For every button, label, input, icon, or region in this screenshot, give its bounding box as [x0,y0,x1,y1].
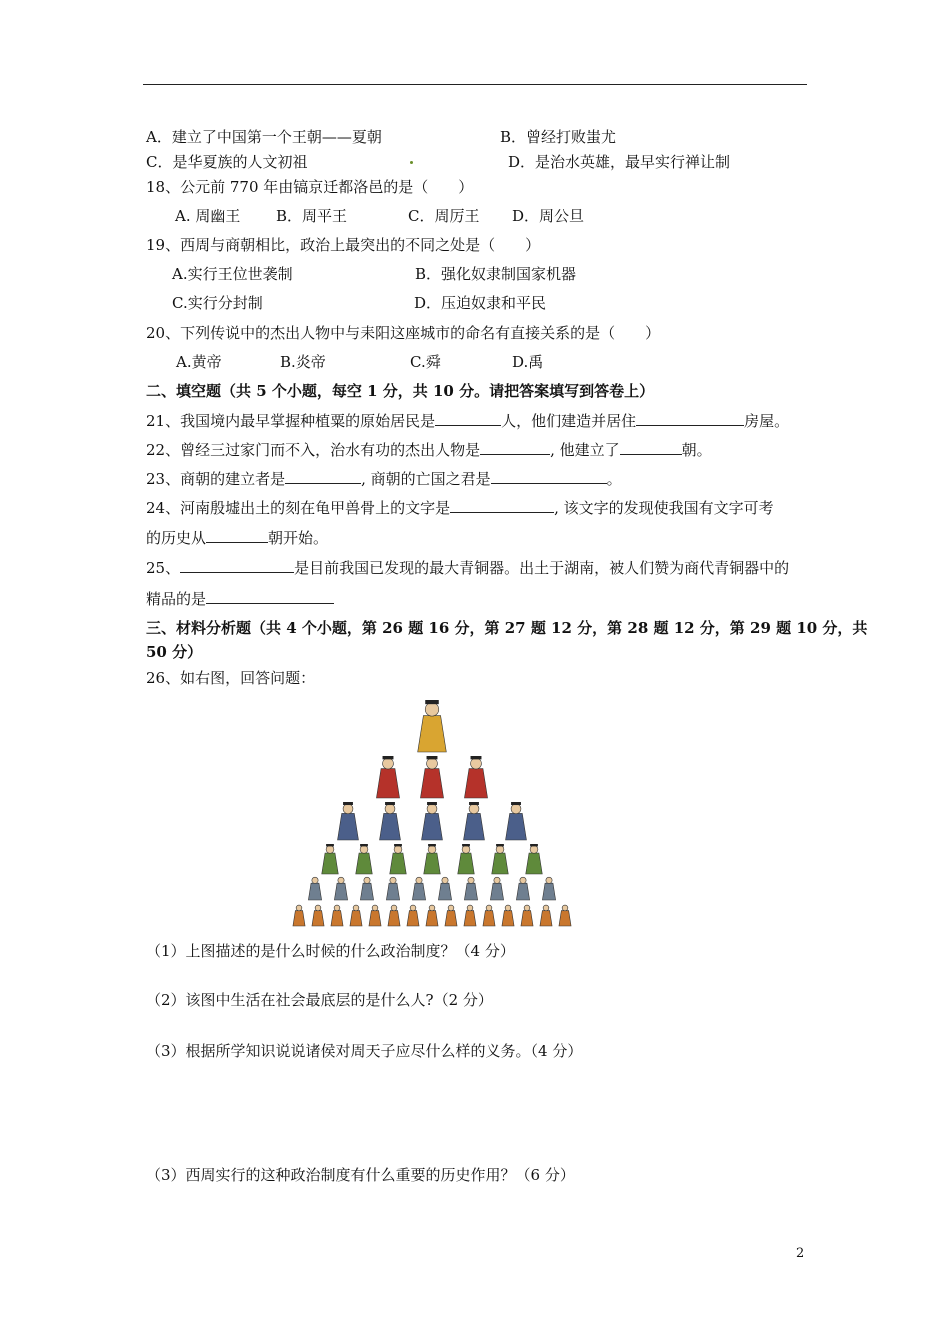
q19-option-c: C.实行分封制 [172,294,263,312]
figure-row-6 [502,905,514,926]
q23-text-3: 。 [606,470,622,488]
q17-option-b: B．曾经打败蚩尤 [500,128,617,146]
section3-title-line-2: 50 分） [146,643,203,661]
figure-row-4 [356,844,373,874]
q23-blank-2[interactable] [491,468,607,484]
figure-row-3 [338,802,359,840]
figure-row-4 [526,844,543,874]
q23-text-1: 23、商朝的建立者是 [146,470,286,488]
figure-row-5 [308,877,321,900]
q17-option-d: D．是治水英雄，最早实行禅让制 [508,153,731,171]
q21-text-1: 21、我国境内最早掌握种植粟的原始居民是 [146,412,436,430]
q17-option-a: A．建立了中国第一个王朝——夏朝 [146,128,382,146]
q24-text-4: 朝开始。 [268,529,329,547]
figure-row-5 [542,877,555,900]
q26-sub-4: （3）西周实行的这种政治制度有什么重要的历史作用？（6 分） [146,1166,575,1184]
figure-row-5 [438,877,451,900]
q22-text-3: 朝。 [681,441,712,459]
q25-text-2: 是目前我国已发现的最大青铜器。出土于湖南，被人们赞为商代青铜器中的 [294,559,790,577]
figure-row-3 [464,802,485,840]
section2-title: 二、填空题（共 5 个小题，每空 1 分，共 10 分。请把答案填写到答卷上） [146,382,655,400]
q18-stem: 18、公元前 770 年由镐京迁都洛邑的是（ ） [146,178,474,196]
figure-row-6 [407,905,419,926]
figure-row-5 [464,877,477,900]
q25-blank-2[interactable] [206,588,334,604]
q25-text-3: 精品的是 [146,590,207,608]
q25-blank-1[interactable] [180,557,294,573]
q25-text-1: 25、 [146,559,181,577]
q24-line-1 [146,497,774,518]
q19-option-b: B．强化奴隶制国家机器 [415,265,577,283]
q22-text-1: 22、曾经三过家门而不入，治水有功的杰出人物是 [146,441,481,459]
q25-line-1 [146,557,789,578]
q21-blank-2[interactable] [636,410,744,426]
figure-row-6 [483,905,495,926]
figure-row-6 [521,905,533,926]
figure-row-5 [360,877,373,900]
figure-row-6 [540,905,552,926]
q19-option-a: A.实行王位世袭制 [172,265,293,283]
q24-blank-2[interactable] [206,527,268,543]
q24-blank-1[interactable] [450,497,554,513]
figure-row-4 [492,844,509,874]
q18-option-d: D．周公旦 [512,207,585,225]
q25-line-2 [146,588,334,609]
q22-text-2: , 他建立了 [550,441,620,459]
figure-row-2 [376,756,399,798]
figure-row-3 [506,802,527,840]
figure-row-6 [331,905,343,926]
section3-title-line-1: 三、材料分析题（共 4 个小题，第 26 题 16 分，第 27 题 12 分，第 28 题 12 分，第 29 题 10 分，共 [146,619,868,637]
q24-text-1: 24、河南殷墟出土的刻在龟甲兽骨上的文字是 [146,499,451,517]
figure-row-6 [559,905,571,926]
feudal-hierarchy-pyramid-image [272,694,592,932]
figure-row-6 [312,905,324,926]
q20-option-b: B.炎帝 [280,353,326,371]
figure-row-6 [369,905,381,926]
figure-row-5 [386,877,399,900]
q24-text-2: , 该文字的发现使我国有文字可考 [554,499,774,517]
figure-row-6 [426,905,438,926]
q23-text-2: , 商朝的亡国之君是 [361,470,491,488]
q26-sub-3: （3）根据所学知识说说诸侯对周天子应尽什么样的义务。（4 分） [146,1042,583,1060]
q26-stem: 26、如右图，回答问题： [146,669,316,687]
figure-row-6 [445,905,457,926]
page-number: 2 [796,1246,805,1261]
figure-row-5 [334,877,347,900]
figure-row-6 [388,905,400,926]
stray-dot [410,161,413,164]
q21-text-3: 房屋。 [744,412,790,430]
q22-blank-2[interactable] [620,439,682,455]
figure-row-4 [424,844,441,874]
q20-option-d: D.禹 [512,353,544,371]
q21-text-2: 人，他们建造并居住 [501,412,637,430]
figure-row-4 [458,844,475,874]
q20-stem: 20、下列传说中的杰出人物中与耒阳这座城市的命名有直接关系的是（ ） [146,324,661,342]
q23 [146,468,622,489]
figure-row-5 [412,877,425,900]
q18-option-c: C．周厉王 [408,207,480,225]
q21 [146,410,789,431]
q21-blank-1[interactable] [435,410,501,426]
figure-row-4 [390,844,407,874]
figure-row-1 [418,700,447,752]
q19-stem: 19、西周与商朝相比，政治上最突出的不同之处是（ ） [146,236,541,254]
q22-blank-1[interactable] [480,439,550,455]
q17-option-c: C．是华夏族的人文初祖 [146,153,308,171]
figure-row-5 [490,877,503,900]
q23-blank-1[interactable] [285,468,361,484]
q19-option-d: D．压迫奴隶和平民 [414,294,547,312]
q20-option-c: C.舜 [410,353,441,371]
q18-option-b: B．周平王 [276,207,348,225]
figure-row-6 [464,905,476,926]
figure-row-2 [420,756,443,798]
figure-row-3 [422,802,443,840]
figure-row-4 [322,844,339,874]
figure-row-2 [464,756,487,798]
q26-sub-2: （2）该图中生活在社会最底层的是什么人?（2 分） [146,991,493,1009]
q20-option-a: A.黄帝 [176,353,222,371]
q18-option-a: A. 周幽王 [175,207,241,225]
figure-row-5 [516,877,529,900]
figure-row-6 [350,905,362,926]
q24-text-3: 的历史从 [146,529,207,547]
header-rule [143,84,807,85]
q24-line-2 [146,527,328,548]
figure-row-3 [380,802,401,840]
q26-sub-1: （1）上图描述的是什么时候的什么政治制度？（4 分） [146,942,515,960]
figure-row-6 [293,905,305,926]
q22 [146,439,712,460]
